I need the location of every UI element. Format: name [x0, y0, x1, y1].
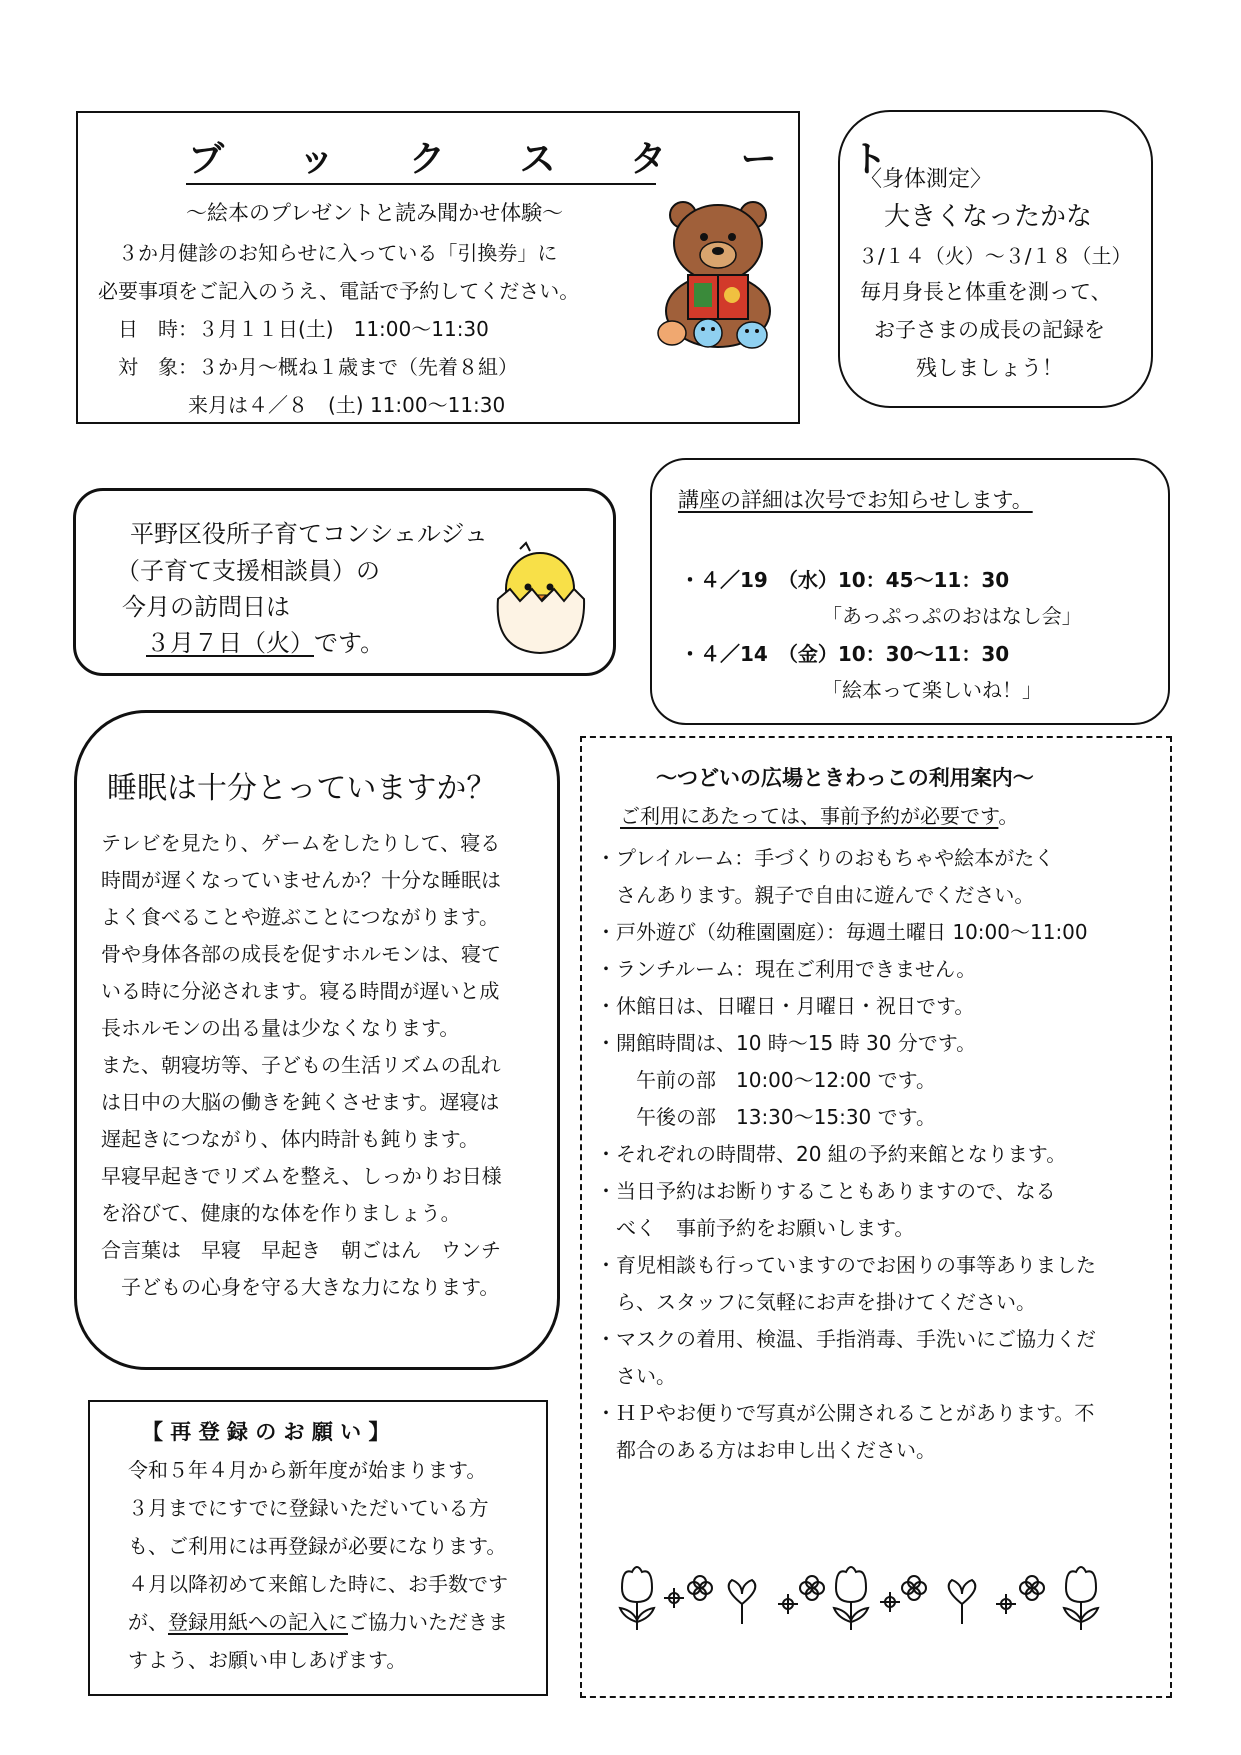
guide-line: さんあります。親子で自由に遊んでください。: [596, 883, 1035, 907]
sleep-line: 骨や身体各部の成長を促すホルモンは、寝て: [101, 942, 501, 966]
measure-dates: ３/１４（火）～３/１８（土）: [858, 244, 1132, 268]
guide-line: ・戸外遊び（幼稚園園庭）：毎週土曜日 10:00～11:00: [596, 920, 1088, 944]
guide-line: ・ＨＰやお便りで写真が公開されることがあります。不: [596, 1401, 1095, 1425]
bookstart-target: 対 象：３か月～概ね１歳まで（先着８組）: [118, 355, 518, 379]
lectures-heading: 講座の詳細は次号でお知らせします。: [678, 488, 1033, 512]
body-measurement-section: [838, 110, 1153, 408]
guide-reservation-notice: ご利用にあたっては、事前予約が必要です: [620, 804, 999, 828]
sleep-line: また、朝寝坊等、子どもの生活リズムの乱れ: [101, 1053, 501, 1077]
guide-line: 都合のある方はお申し出ください。: [596, 1438, 936, 1462]
lecture-2-date: ・４／14 （金）10：30～11：30: [680, 642, 1010, 666]
registration-section: [88, 1400, 548, 1696]
guide-line: ・開館時間は、10 時～15 時 30 分です。: [596, 1031, 977, 1055]
lectures-section: [650, 458, 1170, 725]
sleep-title: 睡眠は十分とっていますか？: [107, 771, 497, 806]
guide-title: ～つどいの広場ときわっこの利用案内～: [656, 766, 1034, 790]
registration-line: ３月までにすでに登録いただいている方: [128, 1496, 489, 1520]
registration-line: ４月以降初めて来館した時に、お手数です: [128, 1572, 508, 1596]
sleep-line: 長ホルモンの出る量は少なくなります。: [101, 1016, 460, 1040]
guide-line: ・休館日は、日曜日・月曜日・祝日です。: [596, 994, 975, 1018]
lecture-2-title: 「絵本って楽しいね！」: [822, 678, 1042, 702]
measure-text-1: 毎月身長と体重を測って、: [860, 280, 1112, 304]
registration-line: 令和５年４月から新年度が始まります。: [128, 1458, 487, 1482]
bookstart-section: [76, 111, 919, 424]
sleep-line: 合言葉は 早寝 早起き 朝ごはん ウンチ: [101, 1238, 501, 1262]
guide-line: 午前の部 10:00～12:00 です。: [596, 1068, 937, 1092]
bookstart-next-month: 来月は４／８ (土) 11:00～11:30: [188, 393, 506, 417]
guide-line: ・プレイルーム：手づくりのおもちゃや絵本がたく: [596, 846, 1055, 870]
sleep-line: 早寝早起きでリズムを整え、しっかりお日様: [101, 1164, 502, 1188]
registration-line-5-pre: が、: [128, 1610, 168, 1634]
guide-line: ・ランチルーム：現在ご利用できません。: [596, 957, 977, 981]
bookstart-text-1: ３か月健診のお知らせに入っている「引換券」に: [118, 241, 558, 265]
measure-text-3: 残しましょう！: [916, 356, 1063, 380]
concierge-text-3: 今月の訪問日は: [122, 593, 290, 621]
lecture-1-date: ・４／19 （水）10：45～11：30: [680, 568, 1010, 592]
bookstart-title: ブ ッ ク ス タ ー ト: [188, 139, 919, 180]
measure-heading: 〈身体測定〉: [860, 167, 993, 192]
guide-line: ・育児相談も行っていますのでお困りの事等ありました: [596, 1253, 1096, 1277]
chick-in-eggshell-icon: [490, 539, 590, 657]
concierge-section: [73, 488, 616, 676]
sleep-line: 子どもの心身を守る大きな力になります。: [101, 1275, 500, 1299]
title-underline: [186, 183, 656, 185]
guide-line: ・それぞれの時間帯、20 組の予約来館となります。: [596, 1142, 1067, 1166]
registration-title: 【 再 登 録 の お 願 い 】: [142, 1420, 390, 1444]
sleep-line: 時間が遅くなっていませんか？十分な睡眠は: [101, 868, 501, 892]
bookstart-date: 日 時：３月１１日(土) 11:00～11:30: [118, 317, 489, 341]
sleep-section: [74, 710, 560, 1370]
bookstart-text-2: 必要事項をご記入のうえ、電話で予約してください。: [98, 279, 580, 303]
sleep-line: を浴びて、健康的な体を作りましょう。: [101, 1201, 461, 1225]
guide-notice-end: 。: [998, 804, 1019, 828]
measure-text-2: お子さまの成長の記録を: [874, 318, 1105, 342]
bear-reading-book-icon: [648, 193, 793, 363]
registration-line: も、ご利用には再登録が必要になります。: [128, 1534, 507, 1558]
registration-line-5-post: ご協力いただきま: [348, 1610, 508, 1634]
registration-form-note: 登録用紙への記入に: [168, 1610, 348, 1634]
concierge-suffix: です。: [314, 629, 385, 657]
guide-line: ・マスクの着用、検温、手指消毒、手洗いにご協力くだ: [596, 1327, 1096, 1351]
sleep-line: いる時に分泌されます。寝る時間が遅いと成: [101, 979, 500, 1003]
sleep-line: テレビを見たり、ゲームをしたりして、寝る: [101, 831, 501, 855]
sleep-line: は日中の大脳の働きを鈍くさせます。遅寝は: [101, 1090, 500, 1114]
registration-line: すよう、お願い申しあげます。: [128, 1648, 407, 1672]
usage-guide-section: [580, 736, 1172, 1698]
concierge-text-2: （子育て支援相談員）の: [116, 557, 380, 585]
guide-line: さい。: [596, 1364, 676, 1388]
sleep-line: 遅起きにつながり、体内時計も鈍ります。: [101, 1127, 479, 1151]
tulip-and-flower-border-icon: [612, 1558, 1142, 1638]
concierge-visit-date: ３月７日（火）: [146, 629, 314, 657]
sleep-line: よく食べることや遊ぶことにつながります。: [101, 905, 499, 929]
guide-line: 午後の部 13:30～15:30 です。: [596, 1105, 937, 1129]
guide-line: ・当日予約はお断りすることもありますので、なる: [596, 1179, 1056, 1203]
guide-line: ら、スタッフに気軽にお声を掛けてください。: [596, 1290, 1036, 1314]
concierge-text-1: 平野区役所子育てコンシェルジュ: [130, 520, 488, 548]
lecture-1-title: 「あっぷっぷのおはなし会」: [822, 604, 1082, 628]
measure-title: 大きくなったかな: [884, 202, 1093, 232]
guide-line: べく 事前予約をお願いします。: [596, 1216, 915, 1240]
bookstart-subtitle: ～絵本のプレゼントと読み聞かせ体験～: [186, 201, 564, 225]
